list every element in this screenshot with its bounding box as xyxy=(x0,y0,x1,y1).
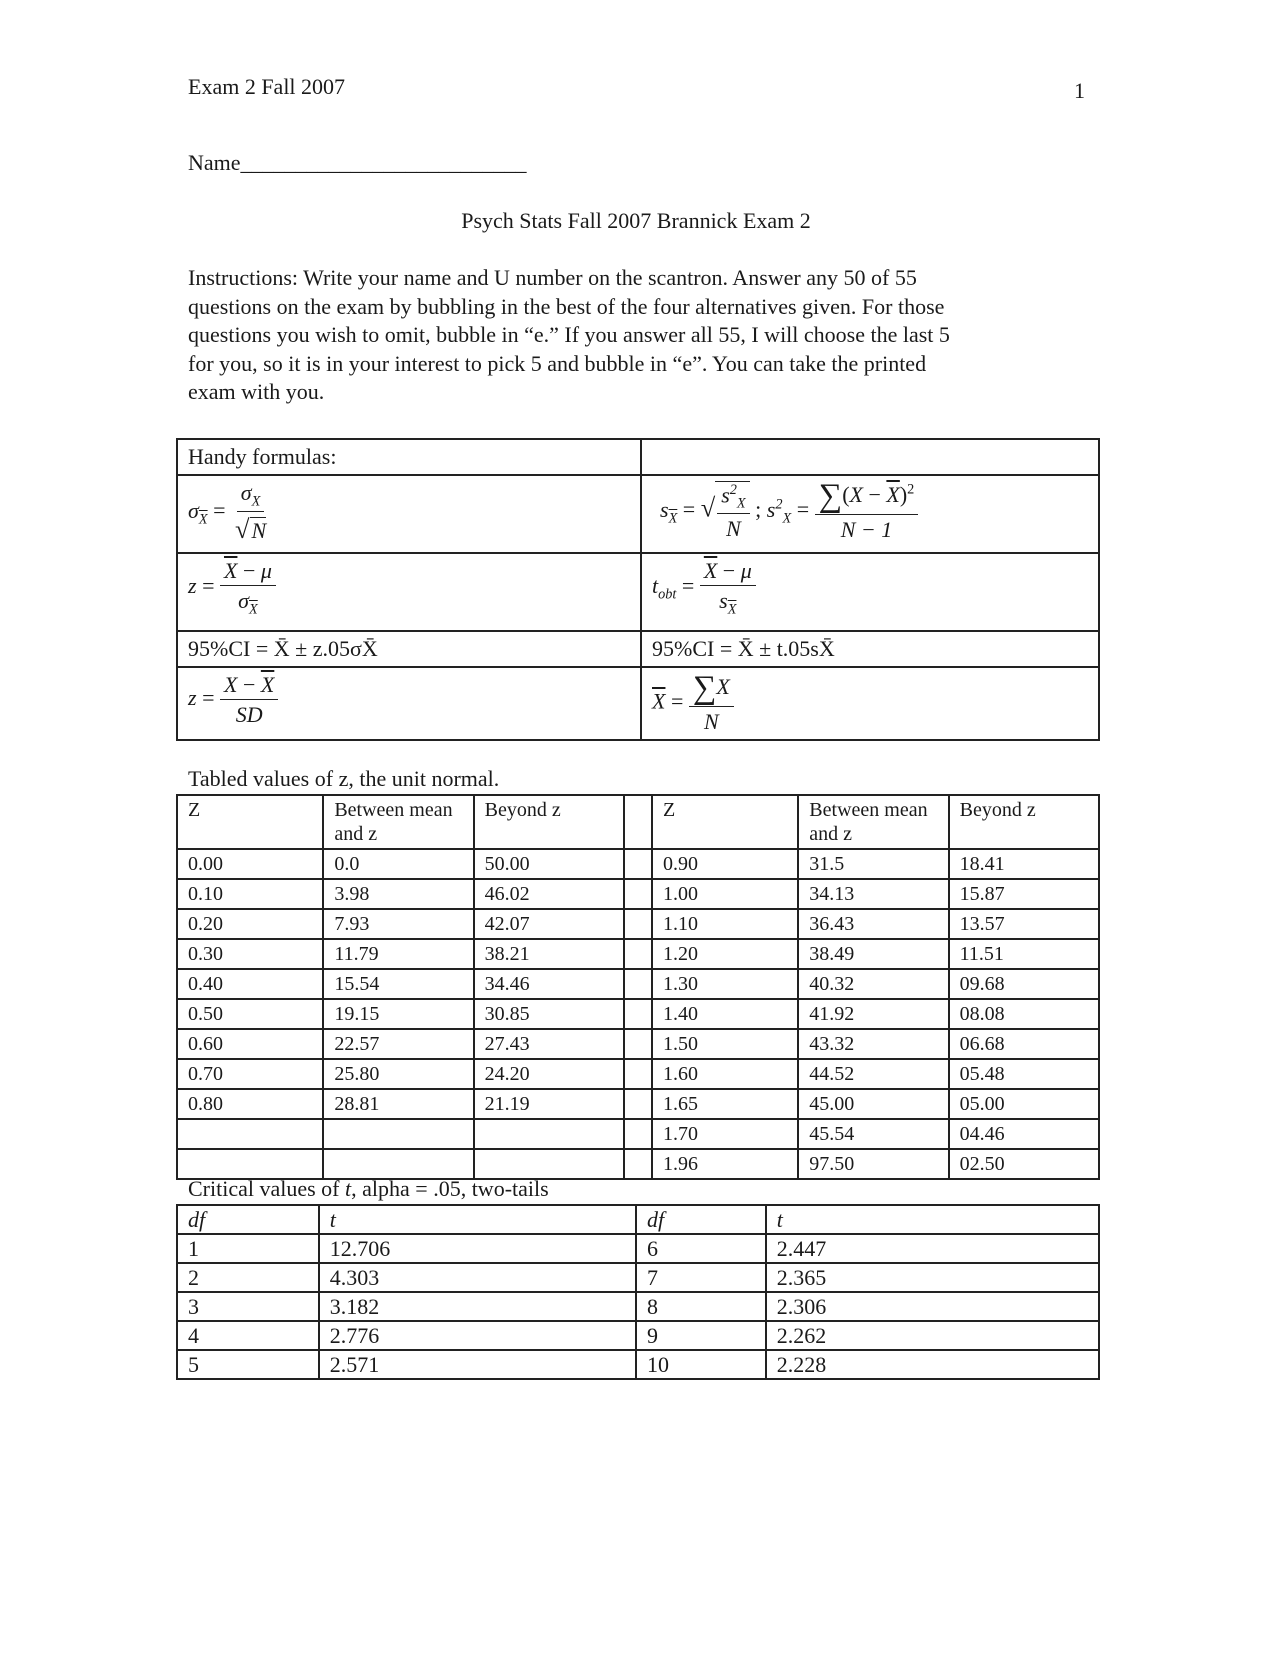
z-table-row xyxy=(177,849,1099,879)
z-table-cell-z: 1.30 xyxy=(652,969,798,999)
z-table-cell-z: 0.80 xyxy=(177,1089,323,1119)
instructions xyxy=(188,264,1148,407)
page-number: 1 xyxy=(1074,78,1085,103)
z-table-caption: Tabled values of z, the unit normal. xyxy=(188,766,500,791)
z-table-cell-beyond: 50.00 xyxy=(474,849,624,879)
t-table-header-df: df xyxy=(177,1205,319,1234)
z-table-cell-between: 45.54 xyxy=(798,1119,948,1149)
z-table-cell-beyond: 18.41 xyxy=(949,849,1099,879)
t-table-cell-df: 3 xyxy=(177,1292,319,1321)
z-table-cell-beyond: 27.43 xyxy=(474,1029,624,1059)
z-table-header-between: Between mean and z xyxy=(323,795,473,849)
z-table-cell-between: 25.80 xyxy=(323,1059,473,1089)
z-table-cell-beyond: 21.19 xyxy=(474,1089,624,1119)
z-table-cell-between: 41.92 xyxy=(798,999,948,1029)
z-table-cell-beyond: 09.68 xyxy=(949,969,1099,999)
t-table-cell-t: 2.571 xyxy=(319,1350,636,1379)
z-table-cell-z: 1.20 xyxy=(652,939,798,969)
z-table-cell-beyond: 34.46 xyxy=(474,969,624,999)
z-table-row xyxy=(177,879,1099,909)
t-table-cell-t: 2.365 xyxy=(766,1263,1099,1292)
instructions-line: for you, so it is in your interest to pick 5 and bubble in “e”. You can take the printed xyxy=(188,350,927,376)
z-table-spacer xyxy=(624,795,652,849)
z-table-cell-z: 0.70 xyxy=(177,1059,323,1089)
z-table-row xyxy=(177,969,1099,999)
z-table-cell-z xyxy=(177,1149,323,1179)
z-table-spacer xyxy=(624,1119,652,1149)
exam-header-title: Exam 2 Fall 2007 xyxy=(188,74,346,99)
z-table-cell-z xyxy=(177,1119,323,1149)
formula-standard-error-s: $s_{\overline{X}}$ = √ $\frac{s^2_X}{N}$ ; $s^2_X$ = $\frac{\sum(X - \overline{X})^2}{N - 1}$ xyxy=(641,475,1099,553)
z-table-row xyxy=(177,1029,1099,1059)
z-table-cell-beyond: 46.02 xyxy=(474,879,624,909)
z-table-cell-between: 15.54 xyxy=(323,969,473,999)
z-table-cell-between: 38.49 xyxy=(798,939,948,969)
z-table-cell-z: 1.40 xyxy=(652,999,798,1029)
instructions-line: questions on the exam by bubbling in the best of the four alternatives given. For those xyxy=(188,293,945,319)
t-table-cell-df: 8 xyxy=(636,1292,766,1321)
z-table-cell-beyond xyxy=(474,1119,624,1149)
formula-mean: $\overline{X}$ = $\frac{\sum X}{N}$ xyxy=(641,667,1099,740)
z-table-row xyxy=(177,1119,1099,1149)
t-table-caption xyxy=(188,1176,549,1202)
z-table-cell-between xyxy=(323,1119,473,1149)
z-table-cell-between: 28.81 xyxy=(323,1089,473,1119)
instructions-line: Instructions: Write your name and U number on the scantron. Answer any 50 of 55 xyxy=(188,265,917,290)
t-table-cell-df: 5 xyxy=(177,1350,319,1379)
z-table-row xyxy=(177,1149,1099,1179)
z-table-cell-z: 1.96 xyxy=(652,1149,798,1179)
z-table-cell-beyond: 02.50 xyxy=(949,1149,1099,1179)
z-table-cell-beyond: 06.68 xyxy=(949,1029,1099,1059)
z-table-cell-between: 0.0 xyxy=(323,849,473,879)
t-table-caption-suffix: , alpha = .05, two-tails xyxy=(351,1176,549,1201)
z-table-header-between: Between mean and z xyxy=(798,795,948,849)
z-table-cell-z: 0.40 xyxy=(177,969,323,999)
formula-standard-error-sigma: $\sigma_{\overline{X}}$ = $\frac{\sigma_X}{√N}$ xyxy=(177,475,641,553)
z-table-cell-z: 0.20 xyxy=(177,909,323,939)
t-table-cell-t: 2.306 xyxy=(766,1292,1099,1321)
z-table-spacer xyxy=(624,879,652,909)
z-table-cell-between: 31.5 xyxy=(798,849,948,879)
z-table-cell-z: 1.00 xyxy=(652,879,798,909)
t-table-cell-t: 4.303 xyxy=(319,1263,636,1292)
z-table-row xyxy=(177,939,1099,969)
formula-ci-z: 95%CI = X̄ ± z.05σX̄ xyxy=(177,631,641,667)
t-table-cell-t: 2.228 xyxy=(766,1350,1099,1379)
z-table-cell-beyond: 05.00 xyxy=(949,1089,1099,1119)
t-table-cell-t: 12.706 xyxy=(319,1234,636,1263)
t-table-caption-var: t xyxy=(345,1176,352,1201)
z-table-cell-between: 44.52 xyxy=(798,1059,948,1089)
z-table-cell-between: 11.79 xyxy=(323,939,473,969)
z-table-cell-between: 7.93 xyxy=(323,909,473,939)
z-table-cell-between: 40.32 xyxy=(798,969,948,999)
z-table-cell-z: 0.10 xyxy=(177,879,323,909)
z-table-cell-beyond: 42.07 xyxy=(474,909,624,939)
formulas-table xyxy=(176,438,1100,741)
z-table-cell-z: 1.10 xyxy=(652,909,798,939)
z-table-cell-beyond: 13.57 xyxy=(949,909,1099,939)
z-table-row xyxy=(177,909,1099,939)
z-table-cell-between: 97.50 xyxy=(798,1149,948,1179)
z-table-cell-beyond: 30.85 xyxy=(474,999,624,1029)
formula-z-score-mean: z = $\frac{\overline{X} - \mu}{\sigma_{\overline{X}}}$ xyxy=(177,553,641,631)
z-table-spacer xyxy=(624,999,652,1029)
formula-t-obtained: $t_{obt}$ = $\frac{\overline{X} - \mu}{s_{\overline{X}}}$ xyxy=(641,553,1099,631)
formulas-heading-blank xyxy=(641,439,1099,475)
z-table-cell-beyond: 11.51 xyxy=(949,939,1099,969)
t-table-cell-df: 1 xyxy=(177,1234,319,1263)
instructions-line: exam with you. xyxy=(188,379,325,404)
z-table-spacer xyxy=(624,1149,652,1179)
z-table-cell-beyond: 38.21 xyxy=(474,939,624,969)
t-table-cell-t: 2.776 xyxy=(319,1321,636,1350)
z-table-cell-z: 0.50 xyxy=(177,999,323,1029)
z-table-cell-z: 0.00 xyxy=(177,849,323,879)
z-table-cell-beyond: 04.46 xyxy=(949,1119,1099,1149)
z-table-cell-z: 0.60 xyxy=(177,1029,323,1059)
t-table-cell-df: 7 xyxy=(636,1263,766,1292)
z-table-header-beyond: Beyond z xyxy=(474,795,624,849)
z-table-cell-between: 43.32 xyxy=(798,1029,948,1059)
t-table-cell-df: 2 xyxy=(177,1263,319,1292)
t-table-cell-df: 6 xyxy=(636,1234,766,1263)
z-table-cell-z: 1.60 xyxy=(652,1059,798,1089)
t-table-cell-df: 10 xyxy=(636,1350,766,1379)
t-table-cell-t: 3.182 xyxy=(319,1292,636,1321)
z-table-cell-between: 19.15 xyxy=(323,999,473,1029)
z-table-cell-between: 36.43 xyxy=(798,909,948,939)
t-table-header-df: df xyxy=(636,1205,766,1234)
z-table-row xyxy=(177,1059,1099,1089)
z-table-cell-between: 45.00 xyxy=(798,1089,948,1119)
formula-ci-t: 95%CI = X̄ ± t.05sX̄ xyxy=(641,631,1099,667)
z-table-header-beyond: Beyond z xyxy=(949,795,1099,849)
name-field-line: Name__________________________ xyxy=(188,150,527,175)
z-table-cell-between: 3.98 xyxy=(323,879,473,909)
t-table-row xyxy=(177,1263,1099,1292)
t-table-row xyxy=(177,1321,1099,1350)
z-table-cell-beyond: 24.20 xyxy=(474,1059,624,1089)
z-table-cell-beyond xyxy=(474,1149,624,1179)
z-table-spacer xyxy=(624,1059,652,1089)
t-table-header-t: t xyxy=(766,1205,1099,1234)
course-title: Psych Stats Fall 2007 Brannick Exam 2 xyxy=(461,208,811,233)
z-table-spacer xyxy=(624,849,652,879)
t-table-cell-df: 9 xyxy=(636,1321,766,1350)
z-table-spacer xyxy=(624,939,652,969)
t-table-row xyxy=(177,1350,1099,1379)
z-table-row xyxy=(177,1089,1099,1119)
t-table-cell-t: 2.447 xyxy=(766,1234,1099,1263)
t-table xyxy=(176,1204,1100,1380)
z-table-spacer xyxy=(624,1029,652,1059)
t-table-row xyxy=(177,1234,1099,1263)
formulas-heading: Handy formulas: xyxy=(177,439,641,475)
z-table-cell-beyond: 15.87 xyxy=(949,879,1099,909)
z-table xyxy=(176,794,1100,1180)
t-table-cell-t: 2.262 xyxy=(766,1321,1099,1350)
z-table-spacer xyxy=(624,1089,652,1119)
z-table-cell-z: 0.30 xyxy=(177,939,323,969)
z-table-cell-z: 0.90 xyxy=(652,849,798,879)
t-table-caption-prefix: Critical values of xyxy=(188,1176,346,1201)
z-table-cell-between: 34.13 xyxy=(798,879,948,909)
z-table-cell-beyond: 05.48 xyxy=(949,1059,1099,1089)
z-table-row xyxy=(177,999,1099,1029)
instructions-line: questions you wish to omit, bubble in “e.” If you answer all 55, I will choose the last 5 xyxy=(188,322,950,347)
z-table-cell-beyond: 08.08 xyxy=(949,999,1099,1029)
z-table-cell-z: 1.70 xyxy=(652,1119,798,1149)
z-table-spacer xyxy=(624,909,652,939)
z-table-cell-between xyxy=(323,1149,473,1179)
z-table-header-z: Z xyxy=(177,795,323,849)
z-table-cell-z: 1.50 xyxy=(652,1029,798,1059)
formula-z-score-raw: z = $\frac{X - \overline{X}}{SD}$ xyxy=(177,667,641,740)
t-table-row xyxy=(177,1292,1099,1321)
t-table-header-t: t xyxy=(319,1205,636,1234)
z-table-header-z: Z xyxy=(652,795,798,849)
t-table-cell-df: 4 xyxy=(177,1321,319,1350)
z-table-cell-between: 22.57 xyxy=(323,1029,473,1059)
z-table-spacer xyxy=(624,969,652,999)
z-table-cell-z: 1.65 xyxy=(652,1089,798,1119)
